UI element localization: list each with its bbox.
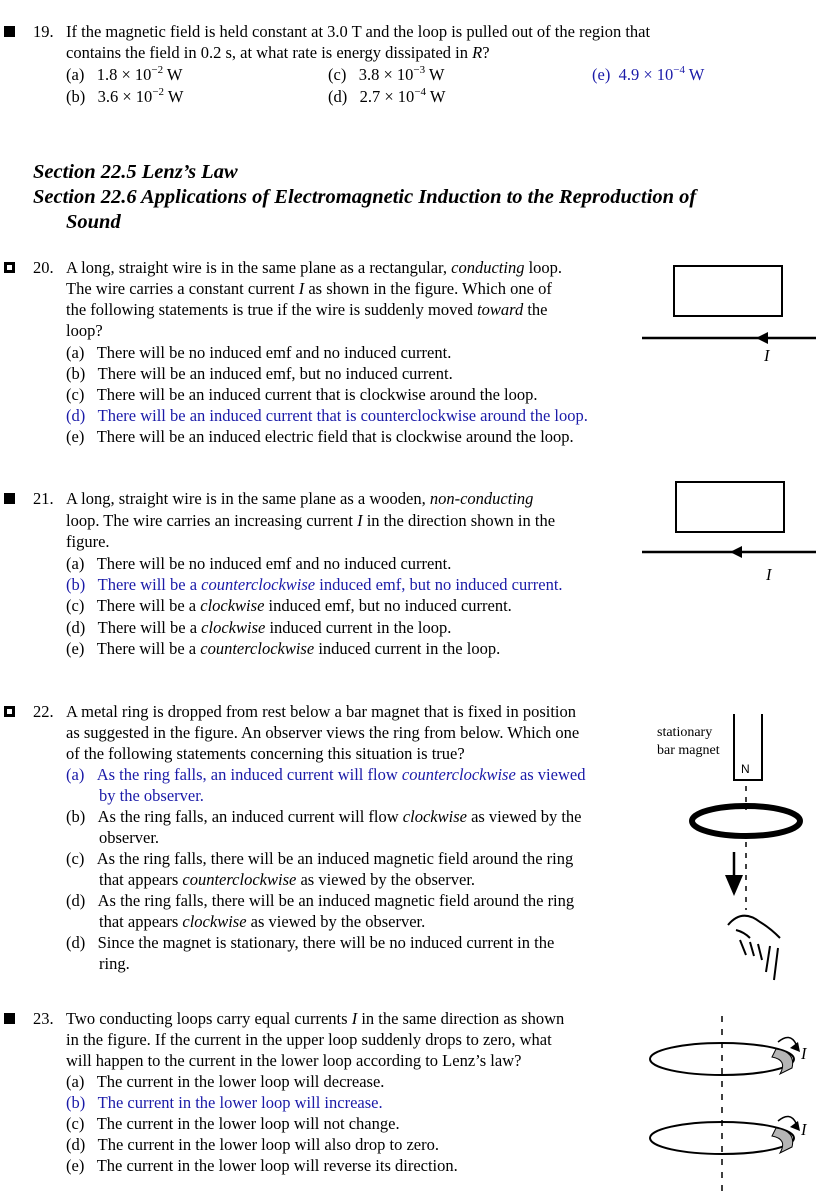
question-marker-20 bbox=[4, 262, 15, 273]
option-22a-line-2: by the observer. bbox=[99, 786, 204, 805]
option-22c[interactable]: (c) As the ring falls, there will be an induced magnetic field around the ring bbox=[66, 849, 574, 868]
section-heading-2: Section 22.6 Applications of Electromagnetic Induction to the Reproduction of bbox=[33, 186, 697, 208]
option-19b[interactable]: (b) $3.6 \times 10^{-2}$ W bbox=[66, 86, 184, 106]
question-22-line-1: A metal ring is dropped from rest below a bar magnet that is fixed in position bbox=[66, 702, 577, 721]
option-21b-correct[interactable]: (b) There will be a counterclockwise induced emf, but no induced current. bbox=[66, 575, 563, 594]
option-22a-correct[interactable]: (a) As the ring falls, an induced current will flow counterclockwise as viewed bbox=[66, 765, 586, 784]
section-heading-1: Section 22.5 Lenz’s Law bbox=[33, 161, 238, 183]
option-22b[interactable]: (b) As the ring falls, an induced current will flow clockwise as viewed by the bbox=[66, 807, 582, 826]
option-21a[interactable]: (a) There will be no induced emf and no induced current. bbox=[66, 554, 452, 573]
wooden-loop bbox=[676, 482, 784, 532]
question-marker-21 bbox=[4, 493, 15, 504]
option-23a[interactable]: (a) The current in the lower loop will decrease. bbox=[66, 1072, 385, 1091]
figure-23-lower-current-label: I bbox=[801, 1120, 807, 1139]
option-23d[interactable]: (d) The current in the lower loop will also drop to zero. bbox=[66, 1135, 439, 1154]
question-20-number: 20. bbox=[33, 258, 54, 277]
option-20d-correct[interactable]: (d) There will be an induced current that is counterclockwise around the loop. bbox=[66, 406, 588, 425]
option-19e-correct[interactable]: (e) $4.9 \times 10^{-4}$ W bbox=[592, 64, 705, 84]
question-20-line-1: A long, straight wire is in the same plane as a rectangular, conducting loop. bbox=[66, 258, 563, 277]
figure-22-label-2: bar magnet bbox=[657, 743, 720, 758]
option-19c[interactable]: (c) $3.8 \times 10^{-3}$ W bbox=[328, 64, 445, 84]
current-arrow-icon bbox=[756, 332, 768, 344]
option-22e[interactable]: (d) Since the magnet is stationary, there will be no induced current in the bbox=[66, 933, 555, 952]
question-19-line-1: If the magnetic field is held constant at 3.0 T and the loop is pulled out of the region that bbox=[66, 22, 651, 41]
question-22-number: 22. bbox=[33, 702, 54, 721]
option-23b-correct[interactable]: (b) The current in the lower loop will increase. bbox=[66, 1093, 383, 1112]
option-22d[interactable]: (d) As the ring falls, there will be an induced magnetic field around the ring bbox=[66, 891, 575, 910]
current-arrow-icon bbox=[730, 546, 742, 558]
question-20-line-2: The wire carries a constant current I as shown in the figure. Which one of bbox=[66, 279, 552, 298]
question-21-line-1: A long, straight wire is in the same plane as a wooden, non-conducting bbox=[66, 489, 534, 508]
figure-23-two-loops bbox=[640, 1012, 816, 1198]
observer-eye-icon bbox=[728, 916, 780, 980]
option-19a[interactable]: (a) $1.8 \times 10^{-2}$ W bbox=[66, 64, 183, 84]
option-23c[interactable]: (c) The current in the lower loop will not change. bbox=[66, 1114, 400, 1133]
question-21-line-3: figure. bbox=[66, 532, 110, 551]
figure-22-pole-label: N bbox=[741, 762, 750, 776]
figure-21-loop-and-wire bbox=[638, 474, 816, 594]
option-20a[interactable]: (a) There will be no induced emf and no induced current. bbox=[66, 343, 452, 362]
metal-ring bbox=[692, 806, 800, 836]
option-20e[interactable]: (e) There will be an induced electric field that is clockwise around the loop. bbox=[66, 427, 574, 446]
option-22c-line-2: that appears counterclockwise as viewed by the observer. bbox=[99, 870, 476, 889]
figure-21-current-label: I bbox=[766, 565, 772, 584]
question-22-line-2: as suggested in the figure. An observer views the ring from below. Which one bbox=[66, 723, 580, 742]
conducting-loop bbox=[674, 266, 782, 316]
question-marker-23 bbox=[4, 1013, 15, 1024]
option-20c[interactable]: (c) There will be an induced current that is clockwise around the loop. bbox=[66, 385, 538, 404]
option-19d[interactable]: (d) $2.7 \times 10^{-4}$ W bbox=[328, 86, 446, 106]
option-20b[interactable]: (b) There will be an induced emf, but no induced current. bbox=[66, 364, 453, 383]
question-23-number: 23. bbox=[33, 1009, 54, 1028]
question-20-line-3: the following statements is true if the wire is suddenly moved toward the bbox=[66, 300, 548, 319]
question-23-line-3: will happen to the current in the lower loop according to Lenz’s law? bbox=[66, 1051, 522, 1070]
question-21-number: 21. bbox=[33, 489, 54, 508]
option-23e[interactable]: (e) The current in the lower loop will reverse its direction. bbox=[66, 1156, 458, 1175]
option-21e[interactable]: (e) There will be a counterclockwise induced current in the loop. bbox=[66, 639, 501, 658]
option-22b-line-2: observer. bbox=[99, 828, 160, 847]
upper-current-arrow-icon bbox=[778, 1037, 796, 1044]
question-marker-22 bbox=[4, 706, 15, 717]
question-21-line-2: loop. The wire carries an increasing current I in the direction shown in the bbox=[66, 511, 556, 530]
question-marker-19 bbox=[4, 26, 15, 37]
question-22-line-3: of the following statements concerning this situation is true? bbox=[66, 744, 465, 763]
question-23-line-1: Two conducting loops carry equal currents I in the same direction as shown bbox=[66, 1009, 565, 1028]
lower-current-arrow-icon bbox=[778, 1116, 796, 1123]
option-22e-line-2: ring. bbox=[99, 954, 130, 973]
question-19-number: 19. bbox=[33, 22, 54, 41]
option-22d-line-2: that appears clockwise as viewed by the observer. bbox=[99, 912, 426, 931]
question-19-line-2: contains the field in 0.2 s, at what rate is energy dissipated in R? bbox=[66, 43, 490, 62]
option-21d[interactable]: (d) There will be a clockwise induced current in the loop. bbox=[66, 618, 452, 637]
figure-22-magnet-and-ring bbox=[680, 710, 816, 990]
option-21c[interactable]: (c) There will be a clockwise induced emf, but no induced current. bbox=[66, 596, 512, 615]
figure-22-label-1: stationary bbox=[657, 725, 713, 740]
question-23-line-2: in the figure. If the current in the upper loop suddenly drops to zero, what bbox=[66, 1030, 552, 1049]
figure-20-loop-and-wire bbox=[638, 258, 816, 378]
section-heading-3: Sound bbox=[66, 211, 121, 233]
figure-23-upper-current-label: I bbox=[801, 1044, 807, 1063]
fall-arrow-icon bbox=[725, 875, 743, 896]
question-20-line-4: loop? bbox=[66, 321, 103, 340]
figure-20-current-label: I bbox=[764, 346, 770, 365]
